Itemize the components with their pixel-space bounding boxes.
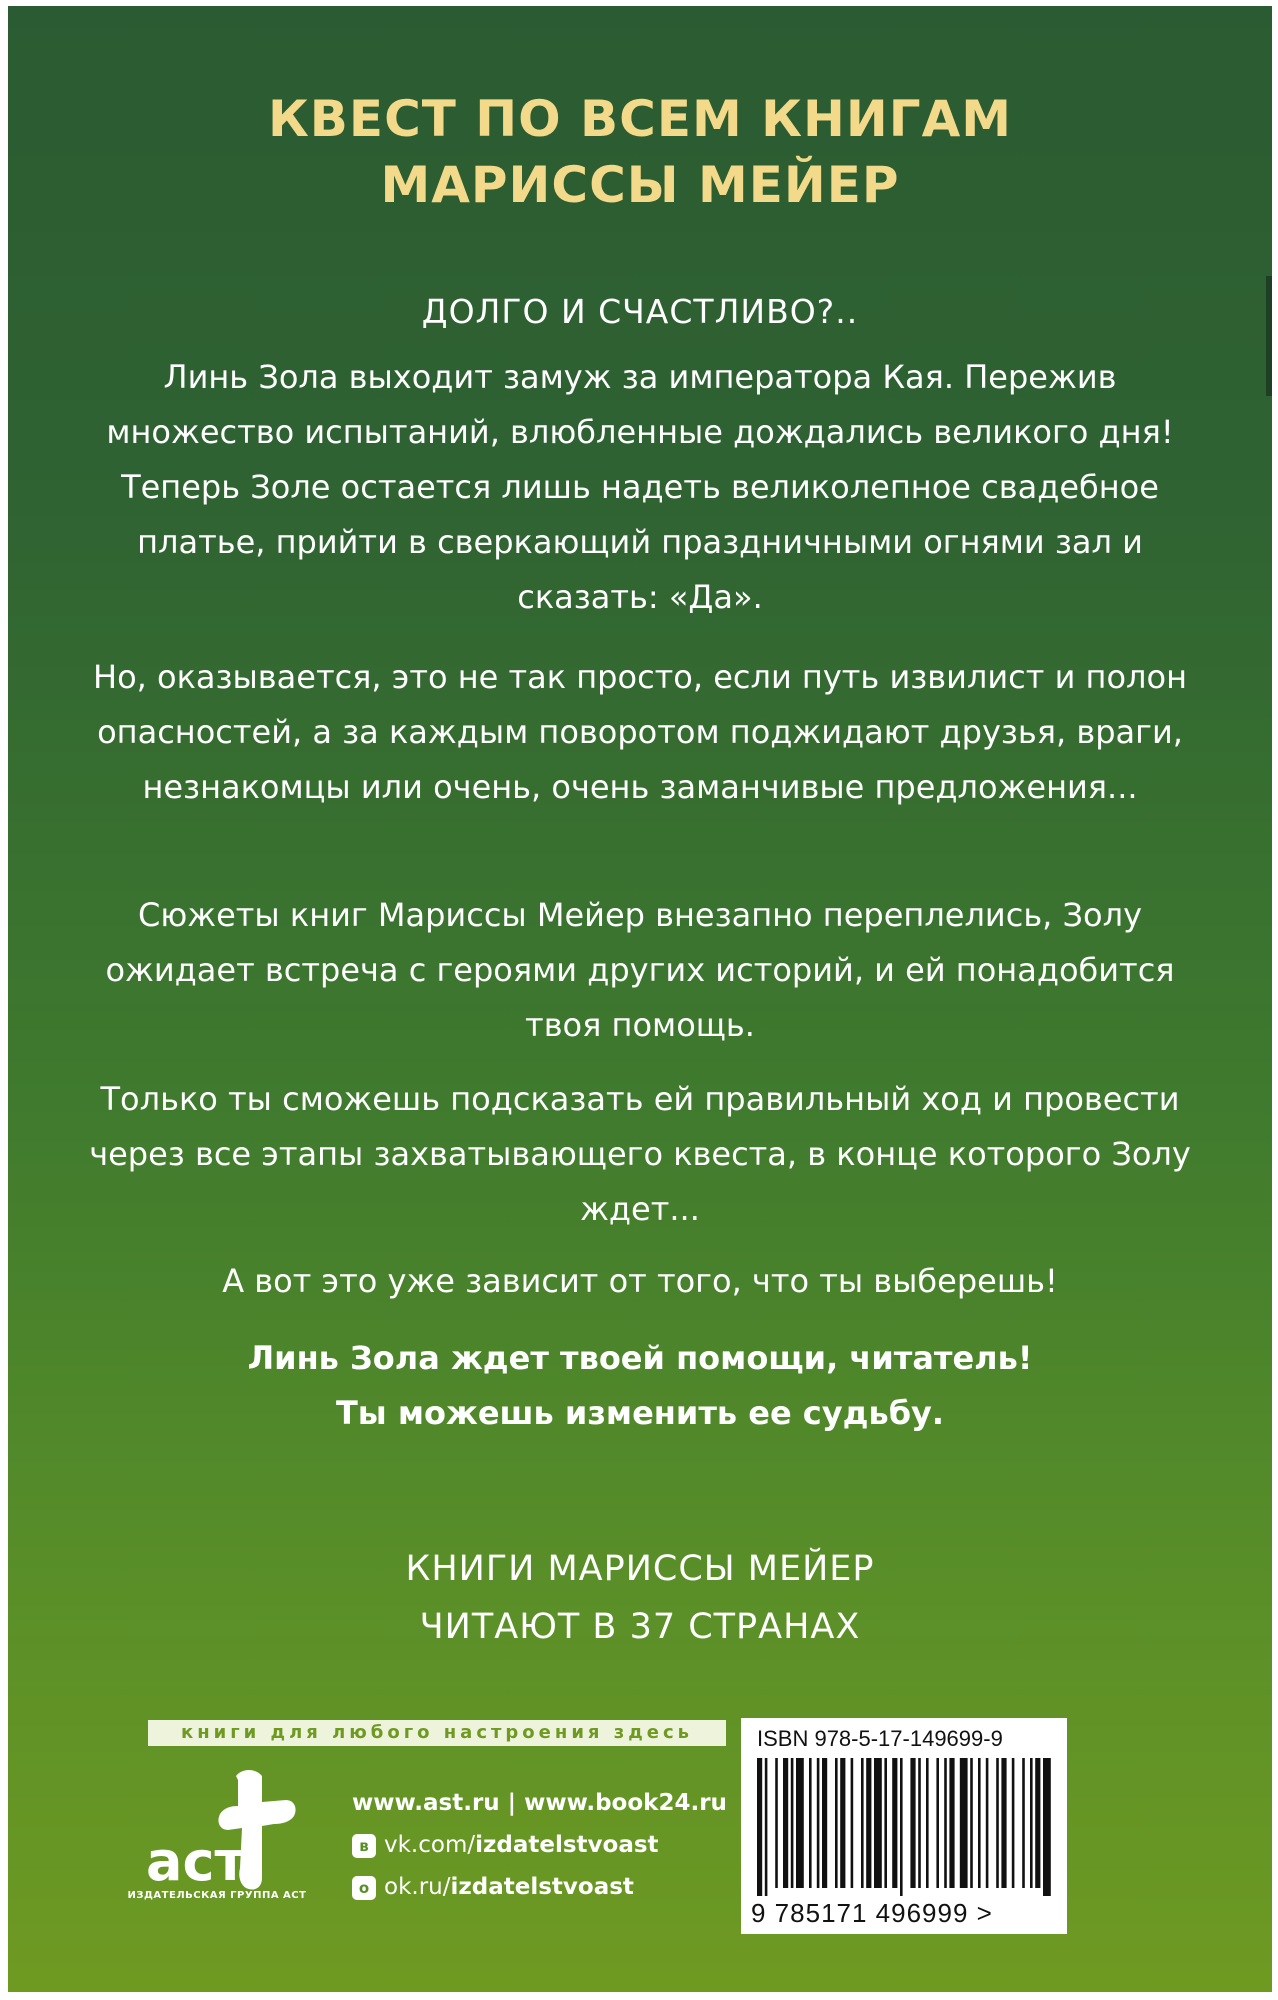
vk-handle: izdatelstvoast xyxy=(475,1832,659,1858)
ok-prefix: ok.ru/ xyxy=(384,1874,451,1900)
barcode-panel xyxy=(741,1718,1067,1934)
subheading: ДОЛГО И СЧАСТЛИВО?.. xyxy=(421,292,859,331)
ok-icon: о xyxy=(352,1876,376,1900)
isbn-number: ISBN 978-5-17-149699-9 xyxy=(757,1726,1003,1751)
paragraph-4: Только ты сможешь подсказать ей правильный ход и провести через все этапы захватывающего квеста, в конце которого Золу ждет... xyxy=(89,1080,1191,1228)
headline-line-2: МАРИССЫ МЕЙЕР xyxy=(380,156,900,214)
publisher-tagline: книги для любого настроения здесь xyxy=(148,1720,726,1746)
paragraph-2: Но, оказывается, это не так просто, если путь извилист и полон опасностей, а за каждым поворотом поджидают друзья, враги, незнакомцы или очень, очень заманчивые предложения... xyxy=(93,658,1187,806)
logo-caption: ИЗДАТЕЛЬСКАЯ ГРУППА АСТ xyxy=(127,1890,307,1901)
vk-icon: в xyxy=(352,1834,376,1858)
websites-link[interactable]: www.ast.ru | www.book24.ru xyxy=(352,1790,727,1816)
headline-line-1: КВЕСТ ПО ВСЕМ КНИГАМ xyxy=(267,90,1013,148)
paragraph-5: А вот это уже зависит от того, что ты выберешь! xyxy=(222,1262,1058,1300)
stat-line-1: КНИГИ МАРИССЫ МЕЙЕР xyxy=(405,1549,875,1589)
barcode xyxy=(757,1758,1051,1896)
ast-logo xyxy=(116,1758,316,1908)
ok-handle: izdatelstvoast xyxy=(450,1874,634,1900)
ok-link[interactable] xyxy=(352,1866,727,1908)
callout-line-1: Линь Зола ждет твоей помощи, читатель! xyxy=(247,1339,1033,1377)
barcode-digits: 9 785171 496999 > xyxy=(751,1898,993,1928)
book-back-cover xyxy=(8,6,1272,1992)
vk-link[interactable] xyxy=(352,1824,727,1866)
paragraph-1: Линь Зола выходит замуж за императора Кая. Пережив множество испытаний, влюбленные дождались великого дня! Теперь Золе остается лишь надеть великолепное свадебное платье, прийти в сверкающий праздничными огнями зал и сказать: «Да». xyxy=(106,358,1174,616)
svg-text:аст: аст xyxy=(146,1830,246,1893)
paragraph-3: Сюжеты книг Мариссы Мейер внезапно переплелись, Золу ожидает встреча с героями других историй, и ей понадобится твоя помощь. xyxy=(105,896,1175,1044)
stat-line-2: ЧИТАЮТ В 37 СТРАНАХ xyxy=(419,1607,861,1647)
callout-line-2: Ты можешь изменить ее судьбу. xyxy=(335,1394,945,1432)
vk-prefix: vk.com/ xyxy=(384,1832,476,1858)
publisher-links xyxy=(352,1782,727,1908)
